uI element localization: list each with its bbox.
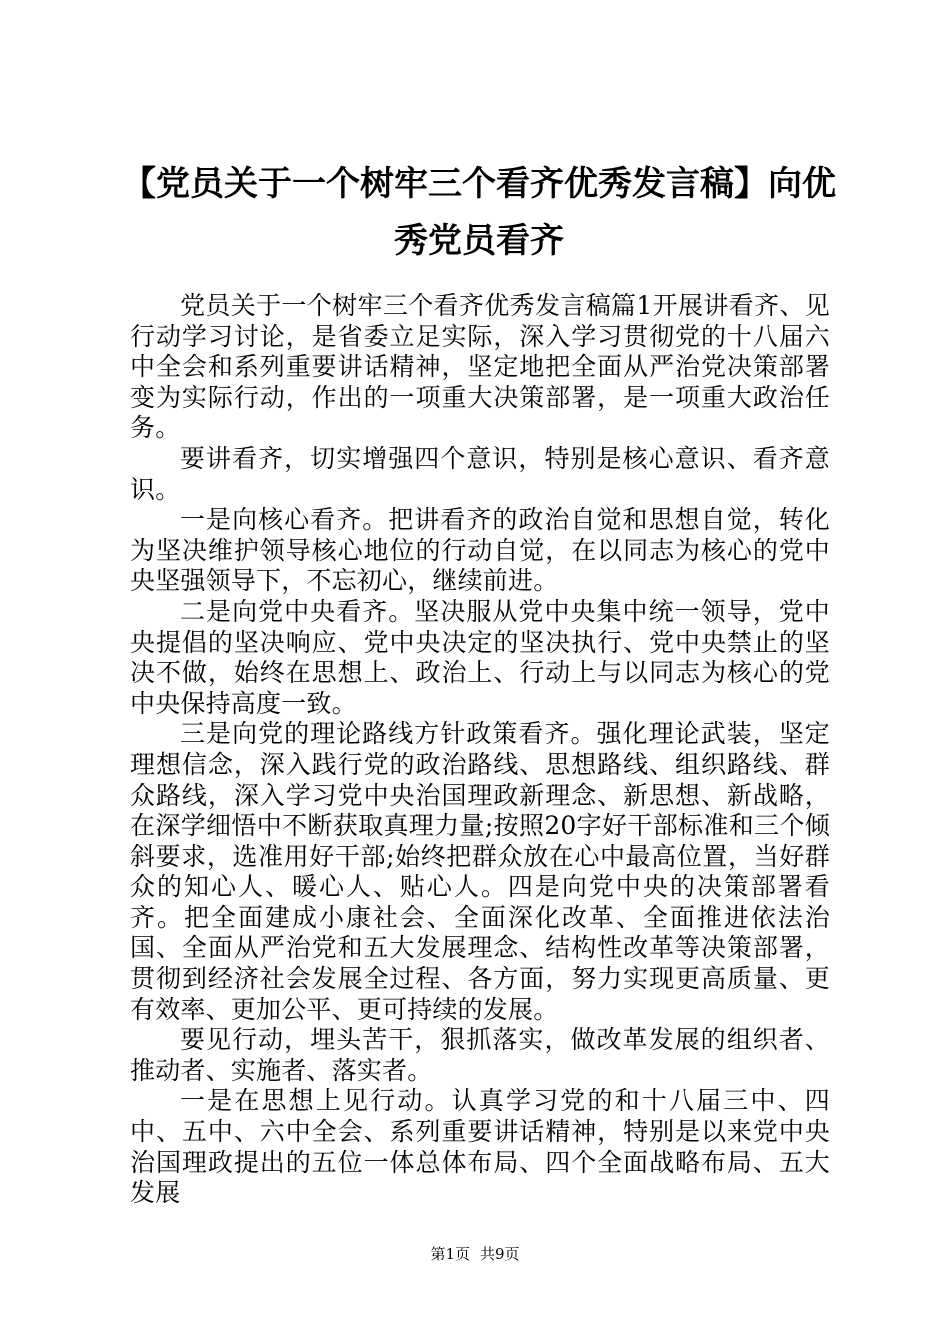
paragraph: 要讲看齐，切实增强四个意识，特别是核心意识、看齐意识。 xyxy=(130,443,830,504)
page-number: 第1页 xyxy=(430,1245,470,1263)
page-total: 共9页 xyxy=(480,1245,520,1263)
paragraph: 党员关于一个树牢三个看齐优秀发言稿篇1开展讲看齐、见行动学习讨论，是省委立足实际，深入学习贯彻党的十八届六中全会和系列重要讲话精神，坚定地把全面从严治党决策部署变为实际行动，作出的一项重大决策部署，是一项重大政治任务。 xyxy=(130,291,830,443)
paragraph: 一是在思想上见行动。认真学习党的和十八届三中、四中、五中、六中全会、系列重要讲话精神，特别是以来党中央治国理政提出的五位一体总体布局、四个全面战略布局、五大发展 xyxy=(130,1086,830,1208)
paragraph: 一是向核心看齐。把讲看齐的政治自觉和思想自觉，转化为坚决维护领导核心地位的行动自觉，在以同志为核心的党中央坚强领导下，不忘初心，继续前进。 xyxy=(130,505,830,596)
document-title: 【党员关于一个树牢三个看齐优秀发言稿】向优秀党员看齐 xyxy=(122,164,836,261)
page-footer xyxy=(0,1244,950,1264)
paragraph: 三是向党的理论路线方针政策看齐。强化理论武装，坚定理想信念，深入践行党的政治路线、思想路线、组织路线、群众路线，深入学习党中央治国理政新理念、新思想、新战略，在深学细悟中不断获取真理力量;按照20字好干部标准和三个倾斜要求，选准用好干部;始终把群众放在心中最高位置，当好群众的知心人、暖心人、贴心人。四是向党中央的决策部署看齐。把全面建成小康社会、全面深化改革、全面推进依法治国、全面从严治党和五大发展理念、结构性改革等决策部署，贯彻到经济社会发展全过程、各方面，努力实现更高质量、更有效率、更加公平、更可持续的发展。 xyxy=(130,719,830,1024)
paragraph: 二是向党中央看齐。坚决服从党中央集中统一领导，党中央提倡的坚决响应、党中央决定的坚决执行、党中央禁止的坚决不做，始终在思想上、政治上、行动上与以同志为核心的党中央保持高度一致。 xyxy=(130,596,830,718)
document-body xyxy=(130,291,830,1209)
paragraph: 要见行动，埋头苦干，狠抓落实，做改革发展的组织者、推动者、实施者、落实者。 xyxy=(130,1025,830,1085)
